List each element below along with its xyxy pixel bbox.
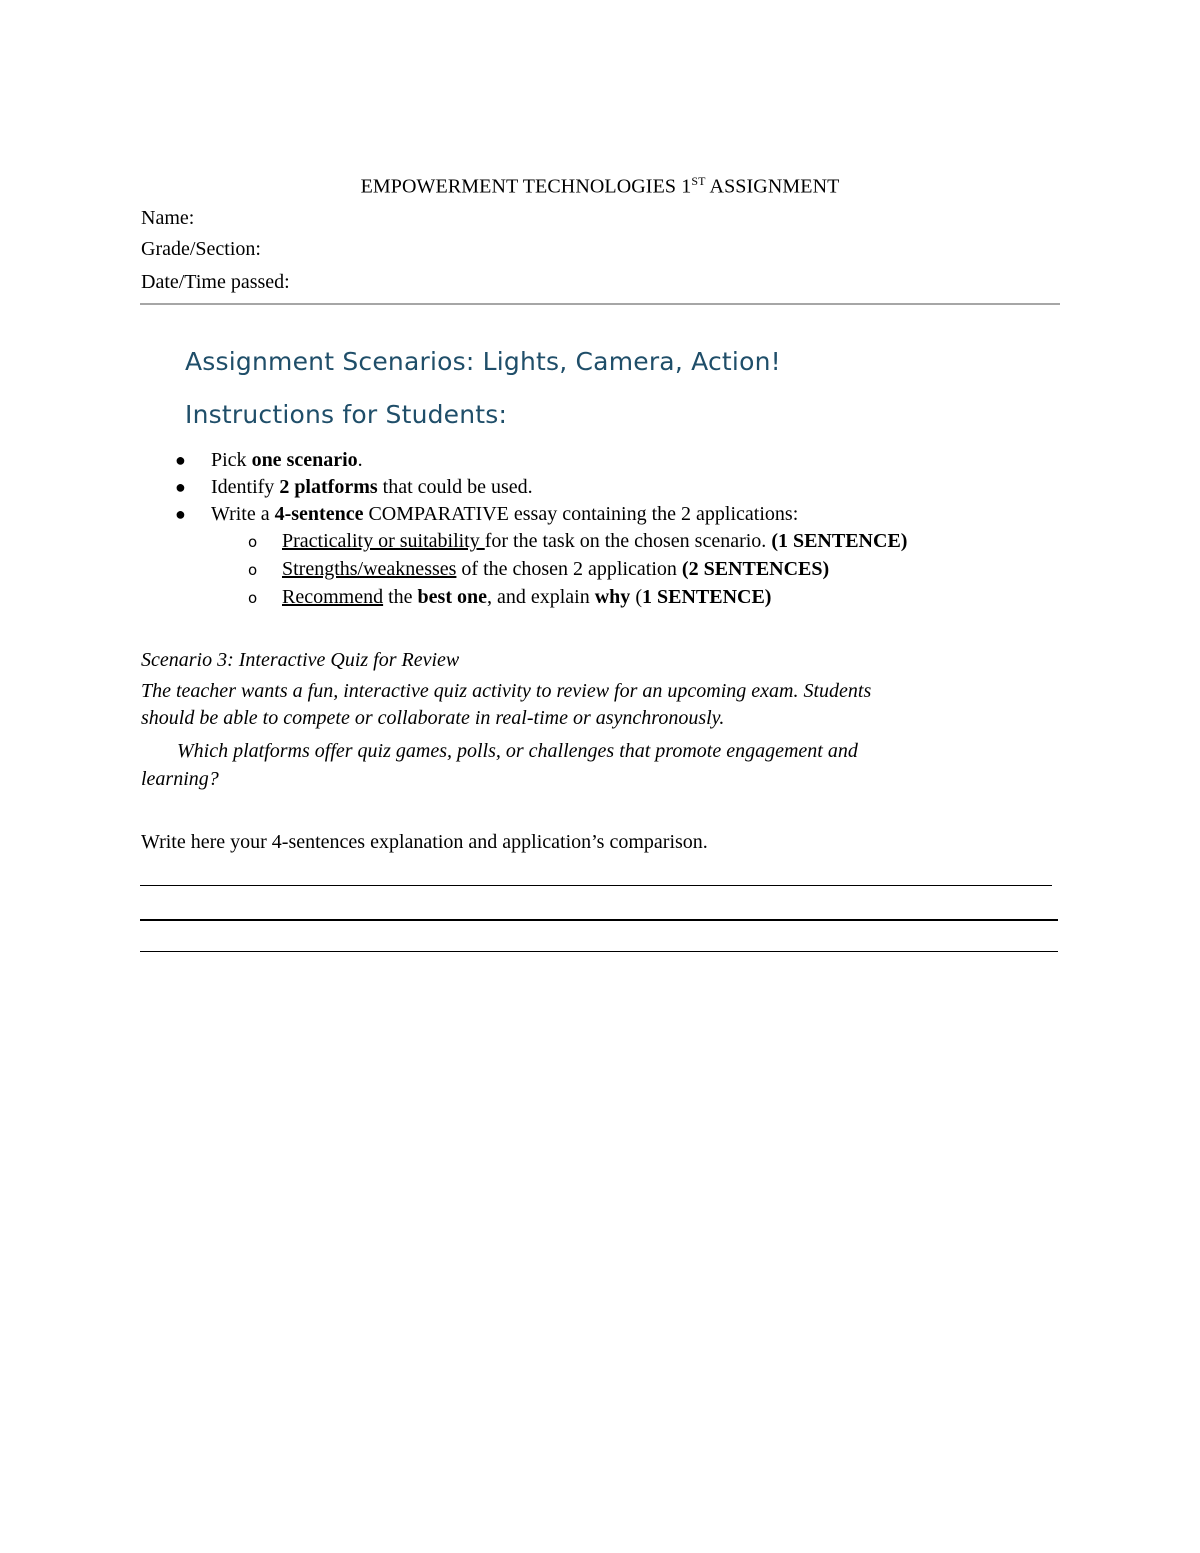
scenario-description-line-1: The teacher wants a fun, interactive quiz activity to review for an upcoming exam. Students [141,680,872,702]
scenario-question-line-1: Which platforms offer quiz games, polls, or challenges that promote engagement and [177,740,858,762]
scenario-question-line-2: learning? [141,768,219,790]
circle-bullet-icon: o [248,561,258,579]
bullet-icon: ● [175,504,186,524]
answer-line-2[interactable] [140,919,1058,921]
list-item: o Recommend the best one, and explain why (1 SENTENCE) [246,583,907,611]
circle-bullet-icon: o [248,533,258,551]
list-item: ● Pick one scenario. [173,447,798,474]
grade-section-field-label: Grade/Section: [141,238,261,260]
header-divider [140,303,1060,305]
bullet-icon: ● [175,477,186,497]
circle-bullet-icon: o [248,589,258,607]
document-title [0,174,1200,199]
instruction-list [173,447,798,528]
name-field-label: Name: [141,207,195,229]
scenario-description-line-2: should be able to compete or collaborate in real-time or asynchronously. [141,707,725,729]
date-time-field-label: Date/Time passed: [141,271,290,293]
list-item: o Practicality or suitability for the task on the chosen scenario. (1 SENTENCE) [246,527,907,555]
answer-line-1[interactable] [140,885,1052,886]
list-item: o Strengths/weaknesses of the chosen 2 application (2 SENTENCES) [246,555,907,583]
essay-criteria-list [246,527,907,611]
list-item: ● Identify 2 platforms that could be used. [173,474,798,501]
title-text: EMPOWERMENT TECHNOLOGIES 1 [360,175,692,198]
scenario-title: Scenario 3: Interactive Quiz for Review [141,649,460,671]
bullet-icon: ● [175,450,186,470]
assignment-heading: Assignment Scenarios: Lights, Camera, Action! [185,347,781,376]
list-item: ● Write a 4-sentence COMPARATIVE essay containing the 2 applications: [173,501,798,528]
answer-prompt: Write here your 4-sentences explanation and application’s comparison. [141,831,708,853]
title-suffix: ASSIGNMENT [705,175,840,198]
answer-line-3[interactable] [140,951,1058,952]
title-superscript: ST [691,174,706,188]
instructions-heading: Instructions for Students: [185,400,508,429]
